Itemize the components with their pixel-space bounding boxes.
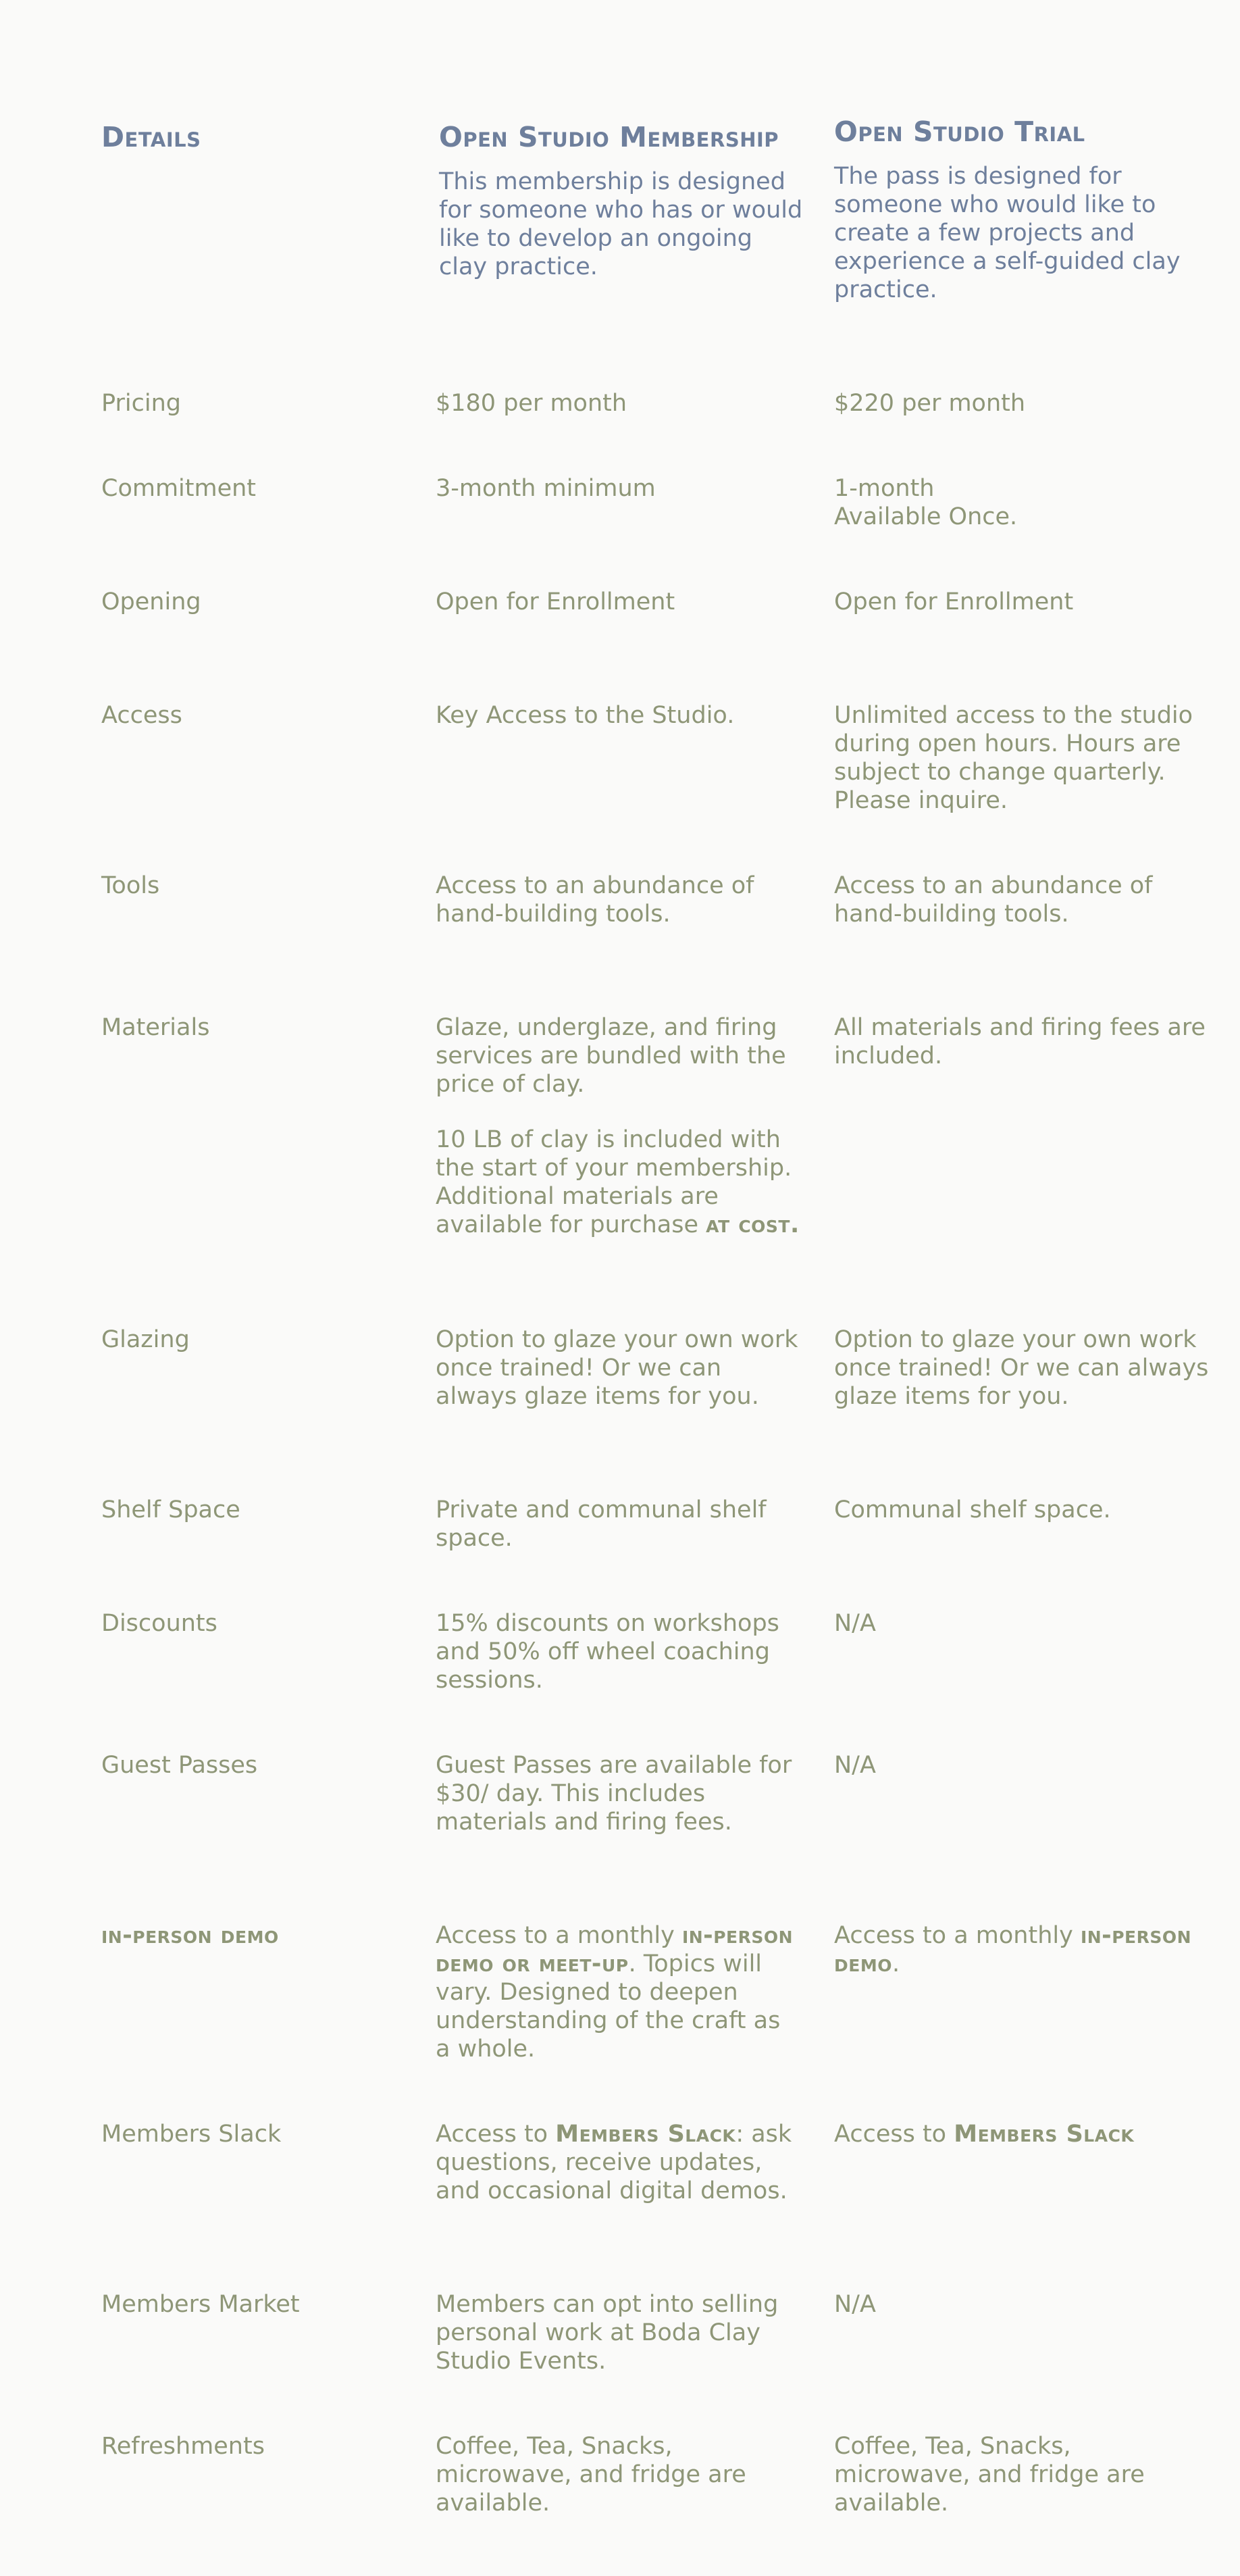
- demo-membership: [436, 1921, 800, 2063]
- membership-description: This membership is designed for someone who has or would like to develop an ongoing clay practice.: [439, 168, 803, 280]
- row-label-members-market: Members Market: [101, 2291, 300, 2318]
- row-label-members-slack: Members Slack: [101, 2121, 282, 2148]
- demo-membership-pre: Access to a monthly: [436, 1922, 675, 1949]
- details-heading: Details: [101, 121, 201, 153]
- market-trial: N/A: [834, 2291, 876, 2318]
- row-label-access: Access: [101, 702, 182, 729]
- materials-membership: [436, 1013, 800, 1239]
- row-label-glazing: Glazing: [101, 1326, 190, 1353]
- demo-membership-emphasis: in-person demo or meet-up: [436, 1922, 794, 1977]
- row-label-commitment: Commitment: [101, 475, 257, 502]
- pricing-trial: $220 per month: [834, 390, 1026, 417]
- discounts-membership: 15% discounts on workshops and 50% off wheel coaching sessions.: [436, 1610, 779, 1694]
- guest-passes-trial: N/A: [834, 1752, 876, 1779]
- row-label-in-person-demo: in-person demo: [101, 1922, 279, 1949]
- commitment-trial-line1: 1-month: [834, 475, 935, 502]
- opening-membership: Open for Enrollment: [436, 588, 675, 615]
- slack-trial-emphasis: Members Slack: [954, 2121, 1135, 2148]
- tools-membership: Access to an abundance of hand-building tools.: [436, 872, 754, 928]
- commitment-trial: [834, 474, 1212, 531]
- pricing-membership: $180 per month: [436, 390, 627, 417]
- demo-trial-emphasis: in-person demo: [834, 1922, 1192, 1977]
- demo-trial-pre: Access to a monthly: [834, 1922, 1073, 1949]
- access-membership: Key Access to the Studio.: [436, 702, 735, 729]
- slack-membership-emphasis: Members Slack: [555, 2121, 736, 2148]
- commitment-membership: 3-month minimum: [436, 475, 656, 502]
- trial-title: Open Studio Trial: [834, 116, 1085, 148]
- row-label-tools: Tools: [101, 872, 160, 899]
- membership-title: Open Studio Membership: [439, 121, 779, 153]
- slack-membership-post: : ask questions, receive updates, and occasional digital demos.: [436, 2121, 792, 2204]
- row-label-discounts: Discounts: [101, 1610, 217, 1637]
- row-label-pricing: Pricing: [101, 390, 181, 417]
- refreshments-trial: Coffee, Tea, Snacks, microwave, and fridge are available.: [834, 2433, 1145, 2517]
- slack-membership: [436, 2120, 800, 2205]
- shelf-space-membership: Private and communal shelf space.: [436, 1496, 767, 1552]
- row-label-opening: Opening: [101, 588, 201, 615]
- materials-trial: All materials and firing fees are included.: [834, 1014, 1206, 1069]
- opening-trial: Open for Enrollment: [834, 588, 1074, 615]
- trial-column-header: [834, 116, 1212, 304]
- row-label-refreshments: Refreshments: [101, 2433, 265, 2460]
- materials-at-cost-emphasis: at cost.: [706, 1211, 800, 1238]
- row-label-guest-passes: Guest Passes: [101, 1752, 258, 1779]
- discounts-trial: N/A: [834, 1610, 876, 1637]
- materials-membership-text: 10 LB of clay is included with the start of your membership. Additional materials are available for purchase: [436, 1126, 792, 1238]
- demo-membership-post: . Topics will vary. Designed to deepen understanding of the craft as a whole.: [436, 1950, 781, 2063]
- membership-column-header: [439, 122, 804, 281]
- tools-trial: Access to an abundance of hand-building tools.: [834, 872, 1153, 928]
- slack-trial-pre: Access to: [834, 2121, 947, 2148]
- materials-membership-paragraph-1: Glaze, underglaze, and firing services are bundled with the price of clay.: [436, 1014, 786, 1098]
- demo-trial: [834, 1921, 1212, 1978]
- slack-membership-pre: Access to: [436, 2121, 548, 2148]
- shelf-space-trial: Communal shelf space.: [834, 1496, 1111, 1523]
- demo-trial-post: .: [892, 1950, 900, 1977]
- market-membership: Members can opt into selling personal work at Boda Clay Studio Events.: [436, 2291, 779, 2375]
- refreshments-membership: Coffee, Tea, Snacks, microwave, and fridge are available.: [436, 2433, 746, 2517]
- guest-passes-membership: Guest Passes are available for $30/ day. This includes materials and firing fees.: [436, 1752, 792, 1836]
- glazing-trial: Option to glaze your own work once trained! Or we can always glaze items for you.: [834, 1326, 1209, 1410]
- commitment-trial-line2: Available Once.: [834, 503, 1018, 530]
- access-trial: Unlimited access to the studio during open hours. Hours are subject to change quarterly. Please inquire.: [834, 702, 1193, 814]
- materials-membership-paragraph-2: [436, 1126, 800, 1239]
- trial-description: The pass is designed for someone who would like to create a few projects and experience a self-guided clay practice.: [834, 163, 1181, 303]
- row-label-shelf-space: Shelf Space: [101, 1496, 240, 1523]
- glazing-membership: Option to glaze your own work once trained! Or we can always glaze items for you.: [436, 1326, 798, 1410]
- slack-trial: [834, 2120, 1212, 2148]
- row-label-materials: Materials: [101, 1014, 210, 1041]
